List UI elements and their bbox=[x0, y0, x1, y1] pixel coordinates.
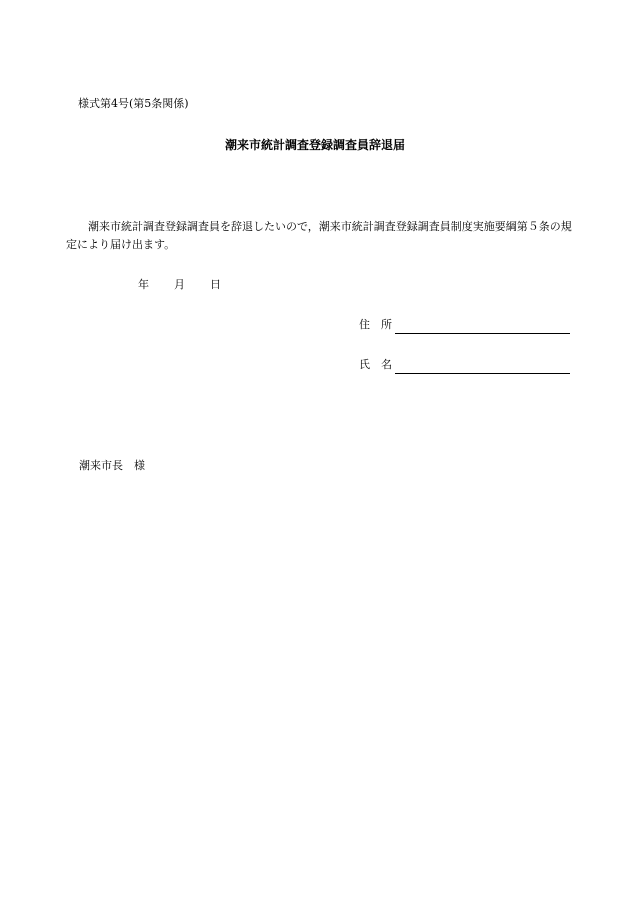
name-underline[interactable] bbox=[395, 373, 570, 374]
addressee: 潮来市長 様 bbox=[79, 459, 145, 472]
year-label: 年 bbox=[138, 278, 149, 291]
date-line bbox=[138, 278, 221, 292]
address-underline[interactable] bbox=[395, 333, 570, 334]
day-label: 日 bbox=[210, 278, 221, 291]
body-paragraph: 潮来市統計調査登録調査員を辞退したいので，潮来市統計調査登録調査員制度実施要綱第５条の規定により届け出ます。 bbox=[66, 220, 572, 251]
document-title: 潮来市統計調査登録調査員辞退届 bbox=[224, 138, 405, 152]
address-field[interactable] bbox=[359, 318, 570, 332]
name-field[interactable] bbox=[359, 358, 570, 372]
name-label: 氏 名 bbox=[359, 358, 392, 371]
address-label: 住 所 bbox=[359, 318, 392, 331]
form-number: 様式第4号(第5条関係) bbox=[78, 97, 189, 110]
month-label: 月 bbox=[174, 278, 185, 291]
